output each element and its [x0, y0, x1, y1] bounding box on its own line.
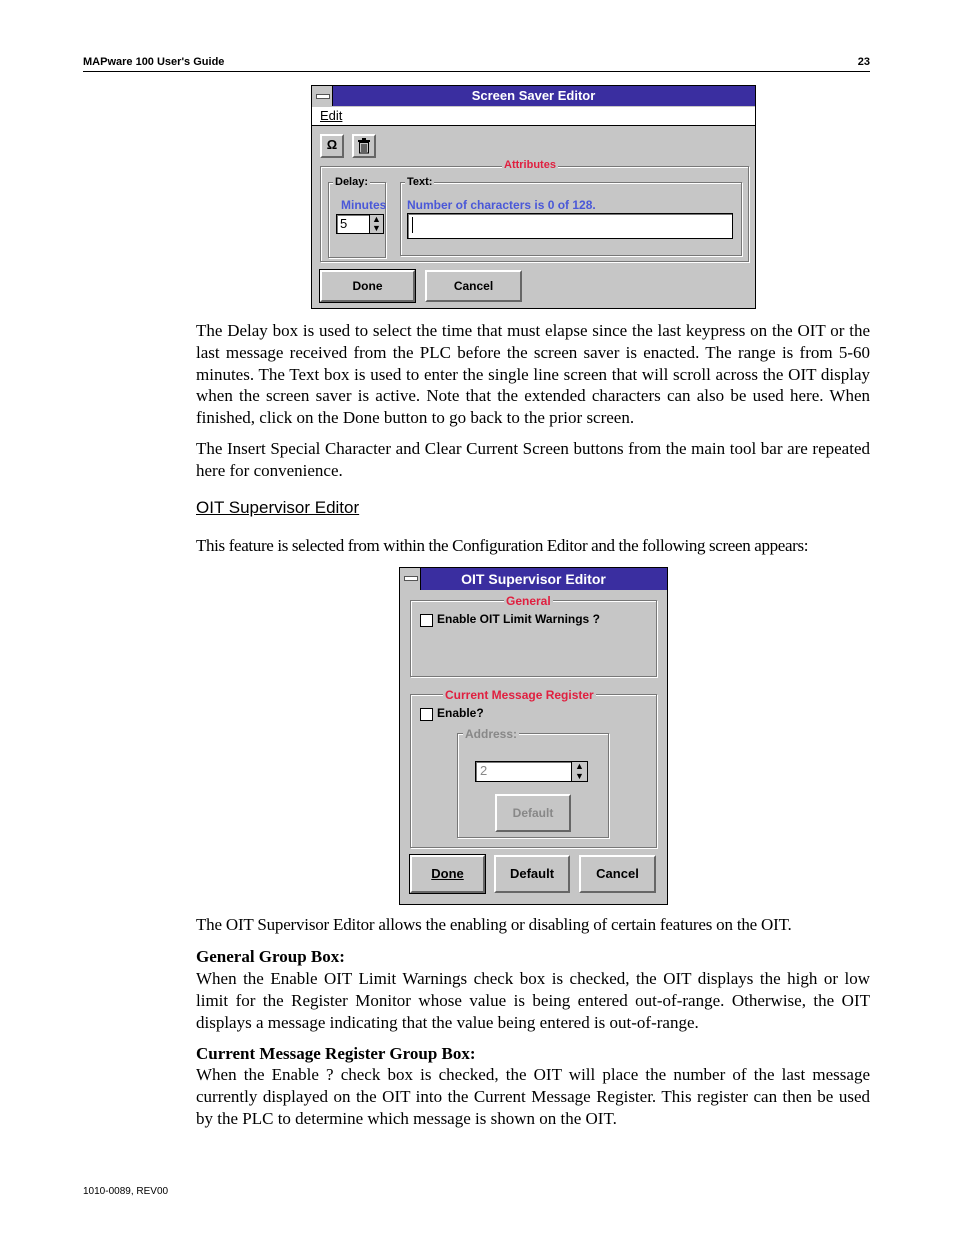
- cmr-group-heading: Current Message Register Group Box:: [196, 1044, 476, 1063]
- address-default-label: Default: [512, 806, 554, 820]
- delay-description: The Delay box is used to select the time that must elapse since the last keypress on the OIT or the last message received from the PLC before the screen saver is enacted. The range is from 5-60 minutes. The Text box is used to enter the single line screen that will scroll across the OIT display when the screen saver is active. Note that the extended characters can also be used here. When finished, click on the Done button to go back to the prior screen.: [196, 321, 870, 428]
- intro-paragraph: This feature is selected from within the Configuration Editor and the following screen appears:: [196, 536, 809, 555]
- cancel-button[interactable]: [579, 855, 656, 893]
- dialog-title: Screen Saver Editor: [471, 88, 596, 103]
- toolbar-description: The Insert Special Character and Clear Current Screen buttons from the main tool bar are repeated here for convenience.: [196, 439, 870, 480]
- dialog-title: OIT Supervisor Editor: [461, 571, 606, 587]
- cancel-button-label: Cancel: [453, 279, 494, 293]
- section-title: OIT Supervisor Editor: [196, 498, 360, 517]
- text-cursor: [412, 217, 413, 233]
- current-message-register-label: Current Message Register: [445, 688, 594, 702]
- clear-screen-button[interactable]: [352, 134, 376, 158]
- address-label: Address:: [465, 727, 518, 741]
- general-group-heading: General Group Box:: [196, 947, 345, 966]
- trash-icon: [357, 138, 371, 154]
- page-number: 23: [857, 56, 870, 68]
- spin-arrows-icon: ▲ ▼: [575, 761, 584, 781]
- cmr-group-description: When the Enable ? check box is checked, the OIT will place the number of the last message currently displayed on the OIT into the Current Message Register. This register can then be used by the PLC to determine which message is shown on the OIT.: [196, 1065, 870, 1128]
- guide-title: MAPware 100 User's Guide: [83, 56, 225, 68]
- done-button-label: Done: [352, 279, 383, 293]
- default-button[interactable]: [494, 855, 570, 893]
- menu-bar: [312, 107, 755, 126]
- done-button[interactable]: [410, 855, 485, 893]
- system-menu-icon[interactable]: [312, 86, 333, 106]
- insert-special-character-button[interactable]: [320, 134, 344, 158]
- title-bar: [312, 86, 755, 106]
- title-bar: [400, 568, 667, 590]
- done-button[interactable]: [320, 270, 415, 302]
- enable-limit-warnings-label: Enable OIT Limit Warnings ?: [437, 612, 600, 626]
- screen-saver-editor-dialog: [311, 85, 756, 309]
- enable-checkbox[interactable]: [420, 708, 433, 721]
- cancel-button-label: Cancel: [596, 866, 639, 881]
- default-button-label: Default: [509, 866, 555, 881]
- address-input[interactable]: [475, 761, 588, 782]
- system-menu-icon[interactable]: [400, 568, 421, 590]
- address-spinner[interactable]: [571, 762, 587, 781]
- general-group-description: When the Enable OIT Limit Warnings check box is checked, the OIT displays the high or low limit for the Register Monitor whose value is being entered out-of-range. Otherwise, the OIT displays a message indicating that the value being entered is out-of-range.: [196, 969, 870, 1032]
- menu-edit[interactable]: Edit: [320, 108, 343, 123]
- omega-icon: Ω: [326, 137, 338, 152]
- oit-supervisor-editor-dialog: [399, 567, 668, 905]
- document-id: 1010-0089, REV00: [83, 1186, 169, 1197]
- general-label: General: [506, 594, 551, 608]
- done-button-label: Done: [431, 866, 464, 881]
- delay-value: 5: [340, 216, 348, 231]
- delay-spinner[interactable]: [369, 215, 383, 233]
- delay-minutes-input[interactable]: [336, 214, 384, 234]
- supervisor-description: The OIT Supervisor Editor allows the enabling or disabling of certain features on the OIT.: [196, 915, 792, 934]
- character-count: Number of characters is 0 of 128.: [407, 198, 596, 212]
- attributes-label: Attributes: [504, 159, 556, 171]
- screen-saver-text-input[interactable]: [407, 213, 733, 239]
- delay-label: Delay:: [335, 176, 369, 188]
- minutes-label: Minutes: [341, 198, 387, 212]
- address-value: 2: [480, 763, 488, 778]
- text-label: Text:: [407, 176, 433, 188]
- page-header: [83, 55, 870, 72]
- enable-label: Enable?: [437, 706, 484, 720]
- cancel-button[interactable]: [425, 270, 522, 302]
- address-default-button[interactable]: [495, 794, 571, 832]
- enable-limit-warnings-checkbox[interactable]: [420, 614, 433, 627]
- spin-arrows-icon: ▲ ▼: [372, 214, 381, 233]
